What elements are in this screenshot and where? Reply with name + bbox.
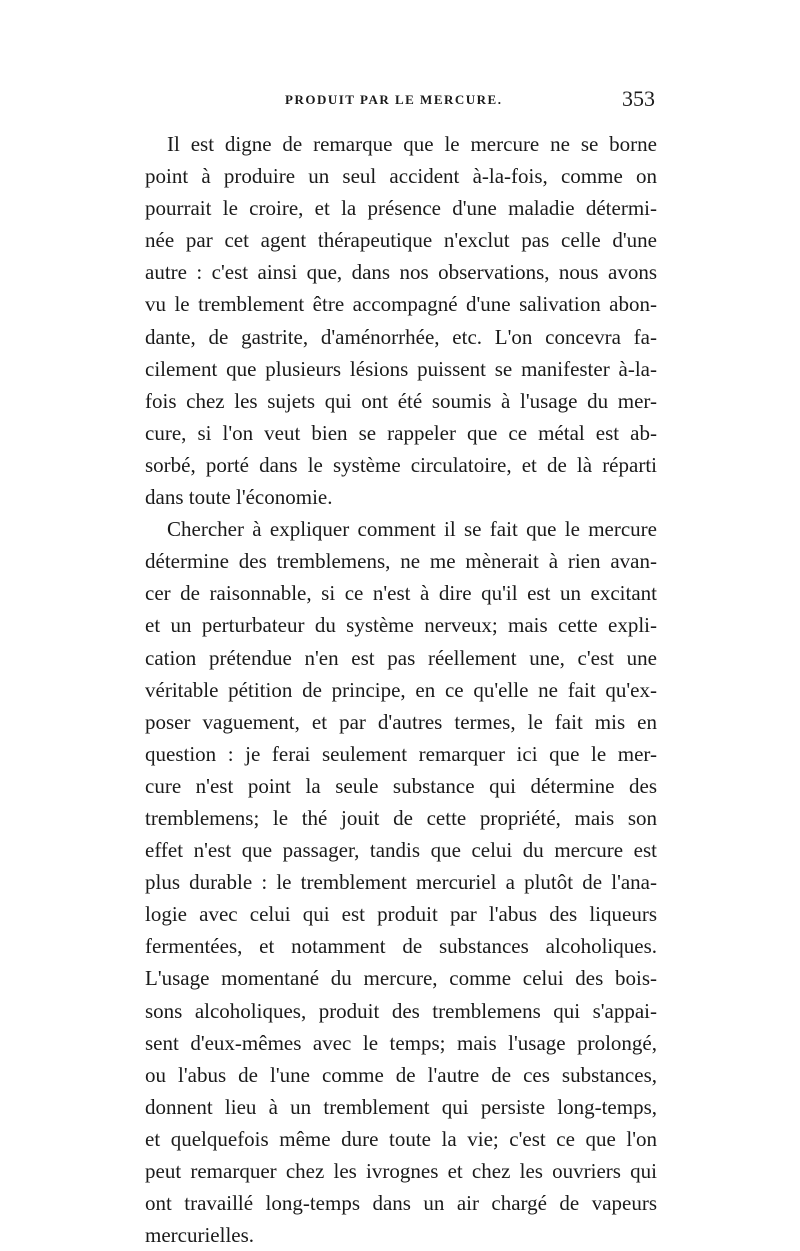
text-line: vu le tremblement être accompagné d'une salivation abon- <box>145 292 657 317</box>
text-line: et un perturbateur du système nerveux; mais cette expli- <box>145 613 657 638</box>
running-title: PRODUIT PAR LE MERCURE. <box>285 92 503 107</box>
text-line: Il est digne de remarque que le mercure ne se borne <box>167 132 657 156</box>
text-line: sent d'eux-mêmes avec le temps; mais l'usage prolongé, <box>145 1030 657 1055</box>
text-line: fois chez les sujets qui ont été soumis à l'usage du mer- <box>145 388 657 413</box>
text-line: ont travaillé long-temps dans un air chargé de vapeurs <box>145 1191 657 1216</box>
text-line: sons alcoholiques, produit des tremblemens qui s'appai- <box>145 998 657 1023</box>
text-line: poser vaguement, et par d'autres termes, le fait mis en <box>145 709 657 734</box>
text-line: ou l'abus de l'une comme de l'autre de ces substances, <box>145 1062 657 1087</box>
text-line: effet n'est que passager, tandis que celui du mercure est <box>145 838 657 863</box>
running-head <box>145 86 655 116</box>
text-line: cation prétendue n'en est pas réellement une, c'est une <box>145 645 657 670</box>
text-line: L'usage momentané du mercure, comme celui des bois- <box>145 966 657 991</box>
text-line: question : je ferai seulement remarquer ici que le mer- <box>145 741 657 766</box>
text-line: pourrait le croire, et la présence d'une maladie détermi- <box>145 196 657 221</box>
text-line: cilement que plusieurs lésions puissent se manifester à-la- <box>145 356 657 381</box>
text-line: donnent lieu à un tremblement qui persiste long-temps, <box>145 1094 657 1119</box>
text-line: dante, de gastrite, d'aménorrhée, etc. L'on concevra fa- <box>145 324 657 349</box>
text-line: cure, si l'on veut bien se rappeler que ce métal est ab- <box>145 420 657 445</box>
text-line: plus durable : le tremblement mercuriel a plutôt de l'ana- <box>145 870 657 895</box>
text-line: sorbé, porté dans le système circulatoire, et de là réparti <box>145 452 657 477</box>
text-line: peut remarquer chez les ivrognes et chez les ouvriers qui <box>145 1159 657 1183</box>
text-line: née par cet agent thérapeutique n'exclut pas celle d'une <box>145 228 657 253</box>
text-line: autre : c'est ainsi que, dans nos observations, nous avons <box>145 260 657 285</box>
text-line: mercurielles. <box>145 1223 255 1248</box>
page-number: 353 <box>622 86 655 111</box>
text-line: fermentées, et notamment de substances alcoholiques. <box>145 934 657 959</box>
text-line: Chercher à expliquer comment il se fait que le mercure <box>167 517 657 542</box>
text-line: cer de raisonnable, si ce n'est à dire qu'il est un excitant <box>145 581 657 606</box>
text-line: logie avec celui qui est produit par l'abus des liqueurs <box>145 902 657 927</box>
text-line: véritable pétition de principe, en ce qu'elle ne fait qu'ex- <box>145 677 657 702</box>
text-line: détermine des tremblemens, ne me mènerait à rien avan- <box>145 549 657 574</box>
text-line: et quelquefois même dure toute la vie; c'est ce que l'on <box>145 1126 657 1151</box>
text-line: point à produire un seul accident à-la-fois, comme on <box>145 164 657 189</box>
text-line: dans toute l'économie. <box>145 485 333 510</box>
body-text <box>145 128 657 1251</box>
text-line: cure n'est point la seule substance qui détermine des <box>145 773 657 798</box>
text-line: tremblemens; le thé jouit de cette propriété, mais son <box>145 805 657 830</box>
